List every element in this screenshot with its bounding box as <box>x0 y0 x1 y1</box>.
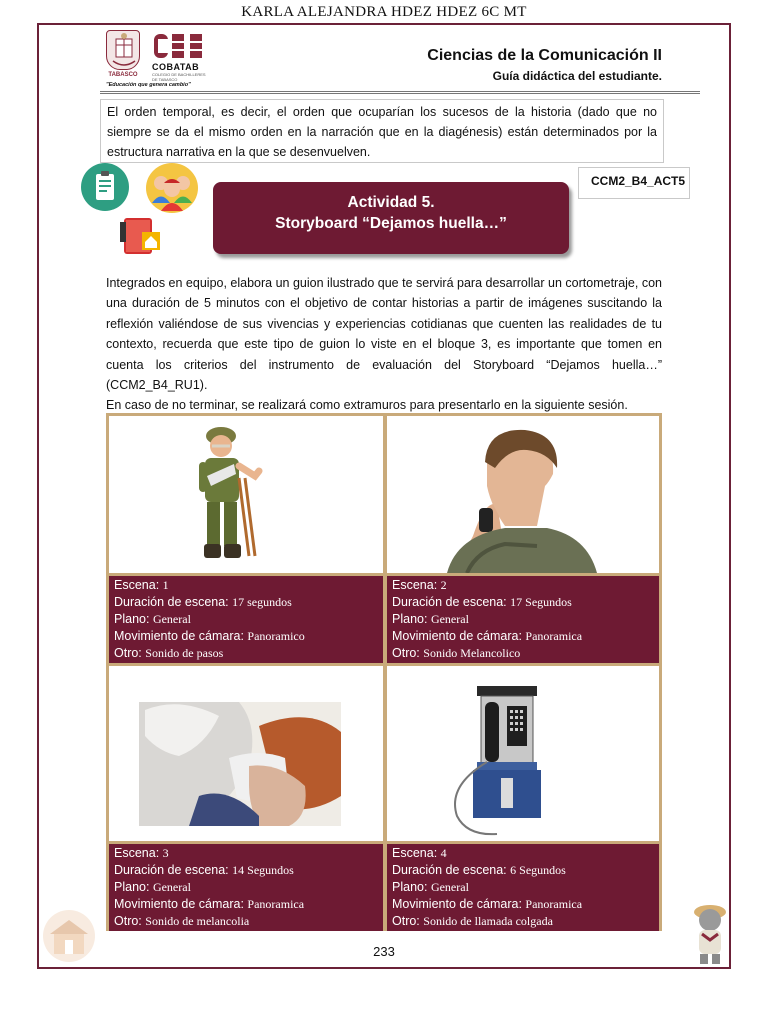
other-value: Sonido Melancolico <box>423 646 521 660</box>
payphone-illustration <box>455 686 541 834</box>
shot-label: Plano: <box>114 612 150 626</box>
duration-row <box>392 862 654 879</box>
duration-row <box>392 594 654 611</box>
camera-row <box>392 896 654 913</box>
duration-label: Duración de escena: <box>392 595 507 609</box>
scene-2-caption <box>387 576 659 663</box>
scene-label: Escena: <box>114 578 160 592</box>
state-seal-icon <box>106 30 140 70</box>
shot-value: General <box>152 880 191 894</box>
cobatab-logo-icon <box>150 32 206 60</box>
other-label: Otro: <box>114 914 142 928</box>
shot-label: Plano: <box>114 880 150 894</box>
scene-number: 3 <box>162 846 169 860</box>
state-label: TABASCO <box>108 72 138 78</box>
camera-row <box>114 896 378 913</box>
scene-2-image <box>387 416 659 573</box>
shot-row <box>114 879 378 896</box>
camera-value: Panoramica <box>247 897 305 911</box>
scene-3-image <box>109 666 383 841</box>
slogan: "Educación que genera cambio" <box>106 82 191 88</box>
camera-row <box>392 628 654 645</box>
camera-value: Panoramica <box>525 629 583 643</box>
storyboard-grid <box>106 413 662 931</box>
other-value: Sonido de melancolia <box>145 914 250 928</box>
scene-label: Escena: <box>392 846 438 860</box>
duration-label: Duración de escena: <box>392 863 507 877</box>
shot-label: Plano: <box>392 612 428 626</box>
camera-value: Panoramico <box>247 629 305 643</box>
other-row <box>114 913 378 930</box>
scene-number-row <box>114 845 378 862</box>
other-value: Sonido de pasos <box>145 646 224 660</box>
scene-number-row <box>114 577 378 594</box>
instructions <box>106 273 662 416</box>
activity-title: Actividad 5. <box>347 194 435 211</box>
other-row <box>392 913 654 930</box>
scene-label: Escena: <box>114 846 160 860</box>
activity-subtitle: Storyboard “Dejamos huella…” <box>275 215 507 232</box>
scene-3-caption <box>109 844 383 931</box>
clipboard-icon <box>81 163 129 211</box>
instructions-text: Integrados en equipo, elabora un guion ilustrado que te servirá para desarrollar un cortometraje, con una duración de 5 minutos con el objetivo de contar historias a partir de imágenes suscitando la reflexión valiéndose de sus vivencias y experiencias cotidianas que cuenten las realidades de tu contexto, recuerda que este tipo de guion lo viste en el bloque 3, es importante que tomen en cuenta los criterios del instrumento de evaluación del Storyboard “Dejamos huella…” (CCM2_B4_RU1). <box>106 276 662 393</box>
duration-value: 17 segundos <box>232 595 292 609</box>
scene-number-row <box>392 577 654 594</box>
duration-value: 6 Segundos <box>510 863 566 877</box>
scene-1-caption <box>109 576 383 663</box>
duration-row <box>114 594 378 611</box>
shot-row <box>114 611 378 628</box>
camera-label: Movimiento de cámara: <box>114 629 244 643</box>
duration-row <box>114 862 378 879</box>
page-number: 233 <box>373 944 395 959</box>
other-row <box>114 645 378 662</box>
other-row <box>392 645 654 662</box>
org-name: COBATAB <box>152 62 200 72</box>
activity-banner <box>213 182 569 254</box>
scene-number-row <box>392 845 654 862</box>
scene-number: 4 <box>440 846 447 860</box>
activity-code: CCM2_B4_ACT5 <box>578 167 690 199</box>
duration-label: Duración de escena: <box>114 863 229 877</box>
guide-title: Guía didáctica del estudiante. <box>492 69 662 83</box>
scene-number: 2 <box>440 578 447 592</box>
shot-label: Plano: <box>392 880 428 894</box>
shot-value: General <box>152 612 191 626</box>
students-group-icon <box>146 163 198 213</box>
shot-value: General <box>430 880 469 894</box>
man-on-phone-photo <box>447 430 597 573</box>
course-title: Ciencias de la Comunicación II <box>427 47 662 64</box>
shot-value: General <box>430 612 469 626</box>
duration-value: 17 Segundos <box>510 595 572 609</box>
camera-label: Movimiento de cámara: <box>392 629 522 643</box>
elderly-woman-on-phone-photo <box>139 702 341 826</box>
other-label: Otro: <box>392 646 420 660</box>
camera-label: Movimiento de cámara: <box>114 897 244 911</box>
scene-4-caption <box>387 844 659 931</box>
school-book-icon <box>118 212 164 260</box>
intro-paragraph: El orden temporal, es decir, el orden que ocuparían los sucesos de la historia (dado que no siempre se da el mismo orden en la narración que en la diagénesis) están determinados por la estructura narrativa en la que se desenvuelven. <box>100 99 664 163</box>
scene-number: 1 <box>162 578 169 592</box>
shot-row <box>392 611 654 628</box>
header-logos <box>106 30 216 92</box>
org-full-name: COLEGIO DE BACHILLERES DE TABASCO <box>152 72 206 82</box>
camera-value: Panoramica <box>525 897 583 911</box>
camera-label: Movimiento de cámara: <box>392 897 522 911</box>
other-label: Otro: <box>114 646 142 660</box>
other-value: Sonido de llamada colgada <box>423 914 553 928</box>
shot-row <box>392 879 654 896</box>
scene-1-image <box>109 416 383 573</box>
duration-value: 14 Segundos <box>232 863 294 877</box>
other-label: Otro: <box>392 914 420 928</box>
author-line: KARLA ALEJANDRA HDEZ HDEZ 6C MT <box>241 4 527 20</box>
injured-soldier-illustration <box>199 427 259 558</box>
duration-label: Duración de escena: <box>114 595 229 609</box>
camera-row <box>114 628 378 645</box>
scene-label: Escena: <box>392 578 438 592</box>
scene-4-image <box>387 666 659 841</box>
header-divider <box>100 91 700 94</box>
instructions-note: En caso de no terminar, se realizará como extramuros para presentarlo en la siguiente sesión. <box>106 398 628 413</box>
